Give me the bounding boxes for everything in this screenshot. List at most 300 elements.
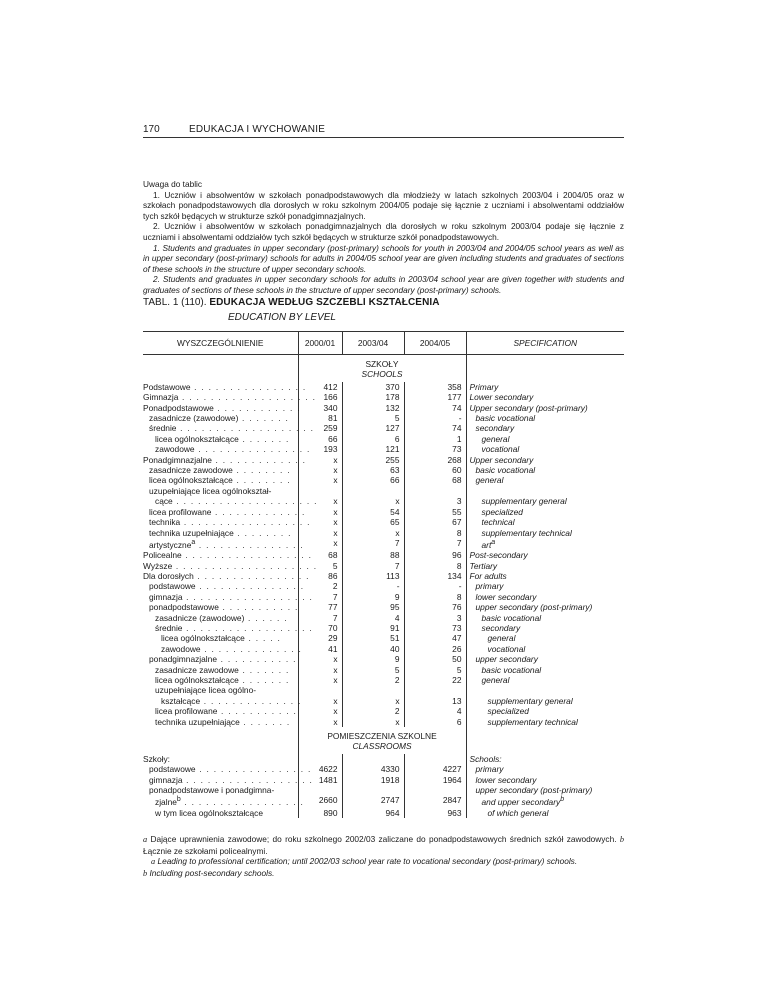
page-number: 170 <box>143 124 160 135</box>
value-cell: 7 <box>342 538 404 550</box>
row-label-text: cące <box>155 496 173 507</box>
row-label-text: zasadnicze (zawodowe) <box>149 413 239 424</box>
value-cell: x <box>298 654 342 664</box>
row-label <box>143 402 301 413</box>
value-cell <box>298 685 342 695</box>
table-row <box>143 475 624 485</box>
value-cell: 1964 <box>404 775 466 785</box>
row-label-text: średnie <box>149 423 177 434</box>
section-title-en: SCHOOLS <box>361 369 403 380</box>
row-spec <box>466 696 624 706</box>
value-cell: 8 <box>404 528 466 538</box>
row-label <box>143 550 313 561</box>
table-row <box>143 795 624 807</box>
leader-dots: . . . . . . . . . . . . . . . . . <box>180 797 305 808</box>
value-cell: 70 <box>298 623 342 633</box>
row-label <box>143 643 303 654</box>
leader-dots: . . . . . . <box>244 612 288 623</box>
row-spec <box>466 486 624 496</box>
footnote-en-b <box>143 868 624 880</box>
note-en-2: 2. Students and graduates in upper secondary schools for adults in 2003/04 school year are given together with students and graduates of sections of these schools in the structure of upper secondary (post-primary) schools. <box>143 274 624 295</box>
row-spec-text: supplementary technical <box>481 527 572 538</box>
row-label-text: ponadgimnazjalne <box>149 654 217 665</box>
value-cell: x <box>298 475 342 485</box>
row-label-text: Ponadgimnazjalne <box>143 454 212 465</box>
value-cell: 29 <box>298 633 342 643</box>
row-label-text: Wyższe <box>143 560 173 571</box>
note-pl-1: 1. Uczniów i absolwentów w szkołach ponadpodstawowych dla młodzieży w latach szkolnych 2003/04 i 2004/05 oraz w szkołach ponadpodstawowych dla dorosłych w roku szkolnym 2004/05 podaje się łącznie z uczniami i absolwentami oddziałów tych szkół będących w strukturze szkół ponadgimnazjalnych. <box>143 189 624 221</box>
value-cell: 121 <box>342 444 404 454</box>
footnote-mark: a <box>491 538 496 546</box>
row-spec <box>466 444 624 454</box>
value-cell: 2847 <box>404 795 466 807</box>
value-cell: x <box>298 517 342 527</box>
row-spec-text: general <box>487 633 516 644</box>
table-row <box>143 654 624 664</box>
value-cell: 26 <box>404 644 466 654</box>
row-spec <box>466 775 624 785</box>
leader-dots: . . . . . . . <box>239 716 291 727</box>
row-spec-text: secondary <box>475 423 515 434</box>
row-label-text: zjalne <box>155 797 177 808</box>
leader-dots: . . . . . . . . <box>232 465 291 476</box>
footnote-mark: b <box>560 796 565 804</box>
leader-dots: . . . . . . . . . . . . . . . . . . <box>182 622 314 633</box>
value-cell: 178 <box>342 392 404 402</box>
footnote-mark: a <box>191 538 196 546</box>
row-label <box>143 754 298 764</box>
leader-dots: . . . . . . . <box>238 433 290 444</box>
value-cell: 1918 <box>342 775 404 785</box>
value-cell: 132 <box>342 403 404 413</box>
leader-dots: . . . . . . . <box>238 674 290 685</box>
row-label <box>143 795 305 808</box>
value-cell <box>342 486 404 496</box>
table-row <box>143 675 624 685</box>
table-row <box>143 696 624 706</box>
row-spec-text: Schools: <box>469 753 502 764</box>
table-header-row <box>143 332 624 355</box>
table-title-pl: EDUKACJA WEDŁUG SZCZEBLI KSZTAŁCENIA <box>209 297 440 308</box>
row-spec <box>466 785 624 795</box>
footnote-mark: b <box>619 835 624 844</box>
row-label <box>143 613 298 623</box>
row-label <box>143 413 298 423</box>
leader-dots: . . . . . . . <box>238 664 290 675</box>
table-row <box>143 808 624 818</box>
leader-dots: . . . . . . . . . . . . . . . <box>195 581 305 592</box>
row-spec <box>466 538 624 550</box>
row-spec-text: Tertiary <box>469 560 498 571</box>
value-cell: 77 <box>298 602 342 612</box>
table-row <box>143 623 624 633</box>
row-label <box>143 633 298 643</box>
value-cell: 55 <box>404 507 466 517</box>
row-label-text: licea ogólnokształcące <box>155 674 239 685</box>
table-title-en: EDUCATION BY LEVEL <box>228 312 336 323</box>
value-cell: 73 <box>404 444 466 454</box>
value-cell: 68 <box>298 550 342 560</box>
value-cell: 74 <box>404 423 466 433</box>
value-cell: 76 <box>404 602 466 612</box>
leader-dots: . . . . . . . . . . . . . . . . <box>194 444 311 455</box>
footnotes <box>143 834 624 879</box>
table-row <box>143 706 624 716</box>
table-row <box>143 764 624 774</box>
row-spec-text: lower secondary <box>475 774 537 785</box>
row-label <box>143 381 307 392</box>
note-en-1: 1. Students and graduates in upper secondary (post-primary) schools for youth in 2003/04 and 2004/05 school years as well as in upper secondary (post-primary) schools for adults in 2004/05 school year are given including students and graduates of sections of these schools in the structure of upper secondary schools. <box>143 242 624 274</box>
footnote-text: Leading to professional certification; until 2002/03 school year rate to vocational secondary (post-primary) schools. <box>155 856 578 867</box>
value-cell: 4 <box>404 706 466 716</box>
row-spec-text: Primary <box>469 381 499 392</box>
table-row <box>143 403 624 413</box>
row-spec <box>466 665 624 675</box>
section-heading <box>298 727 466 754</box>
value-cell: 3 <box>404 613 466 623</box>
row-spec <box>466 706 624 716</box>
row-spec <box>466 392 624 402</box>
value-cell <box>342 685 404 695</box>
row-label <box>143 454 307 465</box>
row-spec-text: Upper secondary (post-primary) <box>469 402 588 413</box>
value-cell <box>404 486 466 496</box>
table-row <box>143 561 624 571</box>
row-label <box>143 581 305 592</box>
row-label <box>143 496 318 507</box>
row-spec-text: Lower secondary <box>469 392 534 403</box>
row-spec <box>466 571 624 581</box>
value-cell: x <box>298 455 342 465</box>
value-cell: - <box>404 413 466 423</box>
table-row <box>143 717 624 727</box>
value-cell: 95 <box>342 602 404 612</box>
value-cell: 8 <box>404 592 466 602</box>
value-cell: 81 <box>298 413 342 423</box>
value-cell: 5 <box>298 561 342 571</box>
section-header-row <box>143 355 624 382</box>
row-label <box>143 706 298 716</box>
row-spec <box>466 465 624 475</box>
row-label <box>143 675 298 685</box>
row-label-text: licea profilowane <box>149 506 212 517</box>
row-label-text: zawodowe <box>161 643 201 654</box>
row-label <box>143 444 311 455</box>
value-cell: x <box>298 665 342 675</box>
value-cell: 134 <box>404 571 466 581</box>
row-label-text: licea profilowane <box>155 706 218 717</box>
row-spec <box>466 764 624 774</box>
table-row <box>143 592 624 602</box>
row-spec <box>466 675 624 685</box>
row-spec <box>466 717 624 727</box>
row-label <box>143 392 317 403</box>
row-spec <box>466 623 624 633</box>
leader-dots: . . . . . . . . <box>232 475 291 486</box>
value-cell: 193 <box>298 444 342 454</box>
row-label <box>143 764 312 775</box>
leader-dots: . . . . . . . . . . . . . . . . . . <box>180 517 311 528</box>
row-label-text: ponadpodstawowe <box>149 602 219 613</box>
value-cell: x <box>298 696 342 706</box>
row-label <box>143 517 311 528</box>
row-label-text: w tym licea ogólnokształcące <box>155 807 263 818</box>
table-row <box>143 423 624 433</box>
row-spec-text: primary <box>475 764 504 775</box>
section-header-row <box>143 727 624 754</box>
table-row <box>143 528 624 538</box>
row-spec-text: vocational <box>487 643 526 654</box>
leader-dots: . . . . . . . . . . . . . . . . . . . . <box>172 496 318 507</box>
value-cell: x <box>298 528 342 538</box>
value-cell: 4622 <box>298 764 342 774</box>
value-cell: x <box>298 675 342 685</box>
value-cell: x <box>298 507 342 517</box>
value-cell: 358 <box>404 382 466 392</box>
value-cell: 86 <box>298 571 342 581</box>
table-row <box>143 571 624 581</box>
value-cell <box>404 785 466 795</box>
row-spec <box>466 382 624 392</box>
row-label <box>143 665 298 675</box>
leader-dots: . . . . . . . . . . . . . <box>211 506 306 517</box>
table-row <box>143 550 624 560</box>
row-label-text: technika <box>149 517 181 528</box>
value-cell: 412 <box>298 382 342 392</box>
table-row <box>143 665 624 675</box>
table-row <box>143 486 624 496</box>
row-spec <box>466 685 624 695</box>
footnote-mark: a <box>151 857 156 867</box>
row-spec-text: specialized <box>481 506 523 517</box>
value-cell: 73 <box>404 623 466 633</box>
value-cell: 8 <box>404 561 466 571</box>
row-label-text: Szkoły: <box>143 753 170 764</box>
value-cell: 268 <box>404 455 466 465</box>
table-row <box>143 413 624 423</box>
table-body <box>143 355 624 819</box>
value-cell: 66 <box>342 475 404 485</box>
row-label <box>143 538 305 550</box>
value-cell: x <box>298 496 342 506</box>
section-spacer <box>143 727 298 754</box>
row-spec-text: and upper secondary <box>481 797 561 808</box>
value-cell: 7 <box>298 592 342 602</box>
row-label-text: artystyczne <box>149 539 192 550</box>
value-cell <box>298 486 342 496</box>
row-spec-text: upper secondary (post-primary) <box>475 602 593 613</box>
footnote-mark: b <box>176 796 181 804</box>
row-spec <box>466 654 624 664</box>
value-cell: 13 <box>404 696 466 706</box>
value-cell <box>342 754 404 764</box>
row-label-text: zawodowe <box>155 444 195 455</box>
value-cell: 1481 <box>298 775 342 785</box>
row-spec-text: general <box>481 433 510 444</box>
row-spec-text: basic vocational <box>481 664 542 675</box>
leader-dots: . . . . . . . . . . . <box>216 654 297 665</box>
table-row <box>143 538 624 550</box>
row-label-text: technika uzupełniające <box>155 716 240 727</box>
leader-dots: . . . . . . . . . . . . . . . . <box>193 570 310 581</box>
value-cell: 4330 <box>342 764 404 774</box>
value-cell: 5 <box>342 665 404 675</box>
value-cell <box>298 754 342 764</box>
row-label <box>143 785 298 795</box>
value-cell <box>298 785 342 795</box>
row-spec <box>466 413 624 423</box>
table-row <box>143 633 624 643</box>
leader-dots: . . . . . . . . . . . . . . . . . . . <box>178 392 317 403</box>
value-cell: 890 <box>298 808 342 818</box>
running-title: EDUKACJA I WYCHOWANIE <box>189 124 326 135</box>
row-spec-text: lower secondary <box>475 591 537 602</box>
row-label-text: zasadnicze (zawodowe) <box>155 612 245 623</box>
value-cell: 4 <box>342 613 404 623</box>
value-cell <box>404 754 466 764</box>
value-cell: 88 <box>342 550 404 560</box>
value-cell: 3 <box>404 496 466 506</box>
row-spec <box>466 795 624 807</box>
row-label <box>143 695 302 706</box>
row-label <box>143 570 310 581</box>
value-cell: 54 <box>342 507 404 517</box>
row-spec-text: upper secondary <box>475 654 538 665</box>
row-spec-text: Upper secondary <box>469 454 534 465</box>
row-label-text: technika uzupełniające <box>149 527 234 538</box>
row-spec <box>466 808 624 818</box>
row-label <box>143 434 298 444</box>
row-spec-text: basic vocational <box>475 413 536 424</box>
value-cell: x <box>342 528 404 538</box>
row-label-text: Policealne <box>143 550 182 561</box>
value-cell: 113 <box>342 571 404 581</box>
footnote-text: Łącznie ze szkołami policealnymi. <box>143 845 268 856</box>
value-cell: 7 <box>342 561 404 571</box>
value-cell: 1 <box>404 434 466 444</box>
value-cell: 2 <box>298 581 342 591</box>
value-cell: 7 <box>404 538 466 550</box>
value-cell: 47 <box>404 633 466 643</box>
value-cell: 259 <box>298 423 342 433</box>
row-spec <box>466 434 624 444</box>
value-cell <box>404 685 466 695</box>
column-header: WYSZCZEGÓLNIENIE <box>143 332 298 355</box>
row-spec <box>466 550 624 560</box>
row-label-text: gimnazja <box>149 774 183 785</box>
row-spec-text: basic vocational <box>475 465 536 476</box>
table-row <box>143 613 624 623</box>
value-cell: 340 <box>298 403 342 413</box>
table-row <box>143 602 624 612</box>
row-spec-text: supplementary general <box>487 695 573 706</box>
value-cell: 255 <box>342 455 404 465</box>
row-spec <box>466 496 624 506</box>
row-spec-text: art <box>481 539 492 550</box>
row-spec-text: Post-secondary <box>469 550 528 561</box>
table-row <box>143 496 624 506</box>
value-cell: 6 <box>404 717 466 727</box>
value-cell: 60 <box>404 465 466 475</box>
row-spec <box>466 592 624 602</box>
row-spec <box>466 423 624 433</box>
row-label <box>143 808 298 818</box>
page-header <box>143 124 624 138</box>
row-spec-text: secondary <box>481 622 521 633</box>
value-cell: 7 <box>298 613 342 623</box>
value-cell: - <box>342 581 404 591</box>
section-title-en: CLASSROOMS <box>352 741 412 752</box>
column-header: 2003/04 <box>342 332 404 355</box>
leader-dots: . . . . . . . . . . . . <box>213 402 301 413</box>
row-label-text: Gimnazja <box>143 392 179 403</box>
row-spec <box>466 644 624 654</box>
value-cell: 67 <box>404 517 466 527</box>
value-cell: 127 <box>342 423 404 433</box>
leader-dots: . . . . . <box>244 633 282 644</box>
row-label <box>143 506 306 517</box>
value-cell: 74 <box>404 403 466 413</box>
row-label-text: licea ogólnokształcące <box>161 633 245 644</box>
value-cell: 63 <box>342 465 404 475</box>
footnotes-pl <box>143 834 624 856</box>
row-spec <box>466 561 624 571</box>
row-label-text: podstawowe <box>149 764 196 775</box>
note-pl-2: 2. Uczniów i absolwentów w szkołach ponadgimnazjalnych dla dorosłych w roku szkolnym 2003/04 podaje się łącznie z uczniami i absolwentami oddziałów tych szkół będących w strukturze szkół ponadpodstawowych. <box>143 221 624 242</box>
leader-dots: . . . . . . . . . . . . . . . . . . <box>182 591 314 602</box>
row-label <box>143 602 298 612</box>
row-spec <box>466 602 624 612</box>
value-cell: x <box>342 696 404 706</box>
value-cell: 2660 <box>298 795 342 807</box>
row-spec <box>466 517 624 527</box>
row-label <box>143 622 314 633</box>
leader-dots: . . . . . . . . . . . . . <box>211 454 307 465</box>
row-spec <box>466 613 624 623</box>
section-heading <box>298 355 466 382</box>
table-row <box>143 517 624 527</box>
row-label <box>143 591 314 602</box>
row-spec <box>466 633 624 643</box>
value-cell: 963 <box>404 808 466 818</box>
header-rule <box>143 137 624 138</box>
value-cell: x <box>298 706 342 716</box>
value-cell: 5 <box>342 413 404 423</box>
leader-dots: . . . . . . . . . . . . . . . . <box>190 381 307 392</box>
footnote-text: Dające uprawnienia zawodowe; do roku szkolnego 2002/03 zaliczane do ponadpodstawowych średnich szkół zawodowych. <box>147 834 617 844</box>
table-row <box>143 444 624 454</box>
table-row <box>143 785 624 795</box>
value-cell: 2747 <box>342 795 404 807</box>
row-label-text: uzupełniające licea ogólno- <box>155 685 257 696</box>
row-spec <box>466 581 624 591</box>
row-label-text: Podstawowe <box>143 381 191 392</box>
value-cell: x <box>298 465 342 475</box>
value-cell: x <box>298 538 342 550</box>
row-spec-text: supplementary technical <box>487 716 578 727</box>
table-row <box>143 685 624 695</box>
section-spacer <box>466 727 624 754</box>
row-label <box>143 423 315 434</box>
row-spec-text: specialized <box>487 706 529 717</box>
leader-dots: . . . . . . . . . . . . . . . . . . . <box>176 423 315 434</box>
row-spec-text: For adults <box>469 570 507 581</box>
column-header: 2004/05 <box>404 332 466 355</box>
value-cell: x <box>342 717 404 727</box>
value-cell: 96 <box>404 550 466 560</box>
row-spec-text: technical <box>481 517 515 528</box>
row-label-text: uzupełniające licea ogólnokształ- <box>149 485 272 496</box>
